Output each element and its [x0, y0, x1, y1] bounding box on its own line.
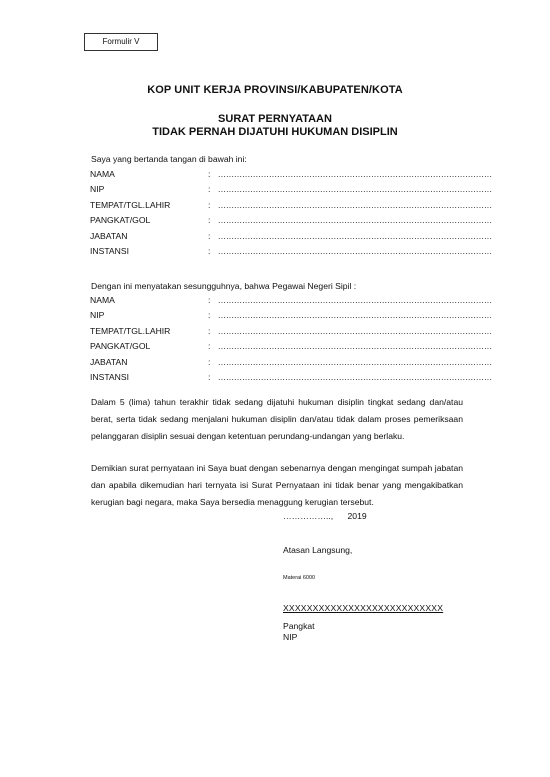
field-blank: ...................................................................................................... — [218, 325, 493, 336]
field-blank: ...................................................................................................... — [218, 245, 493, 256]
field-colon: : — [208, 295, 211, 305]
field-blank: ...................................................................................................... — [218, 184, 493, 195]
signer-fields — [90, 167, 493, 259]
field-label: NIP — [90, 310, 105, 321]
field-row-nip — [90, 308, 493, 323]
field-colon: : — [208, 230, 211, 241]
field-blank: ...................................................................................................... — [218, 199, 493, 210]
field-colon: : — [208, 310, 211, 321]
field-label: INSTANSI — [90, 245, 129, 256]
field-label: NIP — [90, 184, 105, 195]
field-row-instansi — [90, 244, 493, 259]
employee-fields — [90, 293, 493, 385]
field-blank: ...................................................................................................... — [218, 295, 493, 305]
section1-intro: Saya yang bertanda tangan di bawah ini: — [91, 154, 247, 164]
field-blank: ...................................................................................................... — [218, 230, 493, 241]
field-row-jabatan — [90, 355, 493, 370]
field-blank: ...................................................................................................... — [218, 169, 493, 179]
signature-place-date — [283, 511, 367, 521]
form-label-box: Formulir V — [84, 33, 158, 51]
document-title: SURAT PERNYATAAN — [218, 113, 332, 125]
field-label: TEMPAT/TGL.LAHIR — [90, 325, 171, 336]
stamp-duty-note: Materai 6000 — [283, 575, 316, 581]
field-colon: : — [208, 356, 211, 367]
signer-name-placeholder: XXXXXXXXXXXXXXXXXXXXXXXXXXX — [283, 603, 444, 613]
field-colon: : — [208, 199, 211, 210]
field-colon: : — [208, 215, 211, 226]
closing-paragraph: Demikian surat pernyataan ini Saya buat dengan sebenarnya dengan mengingat sumpah jabatan dan apabila dikemudian hari ternyata isi Surat Pernyataan ini tidak benar yang mengakibatkan kerugian bagi negara, maka Saya bersedia menaggung kerugian tersebut. — [91, 463, 463, 508]
signature-role: Atasan Langsung, — [283, 545, 353, 555]
field-row-jabatan — [90, 229, 493, 244]
field-colon: : — [208, 245, 211, 256]
statement-paragraph: Dalam 5 (lima) tahun terakhir tidak sedang dijatuhi hukuman disiplin tingkat sedang dan/atau berat, serta tidak sedang menjalani hukuman disiplin dan/atau tidak dalam proses pemeriksaan pelanggaran disiplin sesuai dengan ketentuan perundang-undangan yang berlaku. — [91, 397, 463, 442]
field-row-tempat-tgl-lahir — [90, 324, 493, 339]
document-subtitle: TIDAK PERNAH DIJATUHI HUKUMAN DISIPLIN — [152, 126, 398, 138]
field-label: PANGKAT/GOL — [90, 215, 151, 226]
field-label: JABATAN — [90, 356, 128, 367]
field-row-pangkat-gol — [90, 339, 493, 354]
signer-rank: Pangkat — [283, 621, 315, 631]
field-colon: : — [208, 169, 211, 179]
letterhead-placeholder: KOP UNIT KERJA PROVINSI/KABUPATEN/KOTA — [147, 84, 403, 96]
field-label: JABATAN — [90, 230, 128, 241]
signer-nip: NIP — [283, 632, 298, 642]
field-blank: ...................................................................................................... — [218, 215, 493, 226]
field-label: NAMA — [90, 295, 115, 305]
field-colon: : — [208, 325, 211, 336]
field-row-nama — [90, 293, 493, 308]
field-blank: ...................................................................................................... — [218, 341, 493, 352]
field-label: PANGKAT/GOL — [90, 341, 151, 352]
field-blank: ...................................................................................................... — [218, 310, 493, 321]
field-colon: : — [208, 371, 211, 382]
field-colon: : — [208, 341, 211, 352]
section2-intro: Dengan ini menyatakan sesungguhnya, bahwa Pegawai Negeri Sipil : — [91, 281, 357, 291]
field-row-pangkat-gol — [90, 213, 493, 228]
place-date-blank: …………….., — [283, 511, 334, 521]
field-row-nama — [90, 167, 493, 182]
field-label: INSTANSI — [90, 371, 129, 382]
field-label: TEMPAT/TGL.LAHIR — [90, 199, 171, 210]
field-row-nip — [90, 182, 493, 197]
field-row-tempat-tgl-lahir — [90, 198, 493, 213]
field-blank: ...................................................................................................... — [218, 356, 493, 367]
field-colon: : — [208, 184, 211, 195]
field-label: NAMA — [90, 169, 115, 179]
field-row-instansi — [90, 370, 493, 385]
field-blank: ...................................................................................................... — [218, 371, 493, 382]
signature-year: 2019 — [347, 511, 367, 521]
